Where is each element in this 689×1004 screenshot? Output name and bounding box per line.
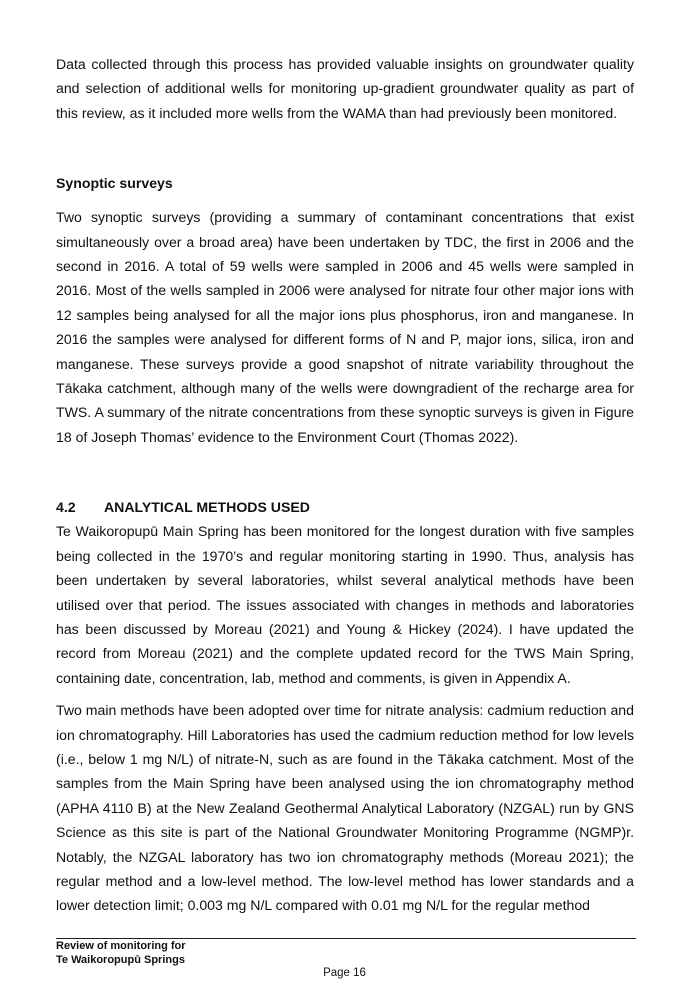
footer-document-title-line-2: Te Waikoropupū Springs <box>56 954 185 966</box>
section-title: ANALYTICAL METHODS USED <box>104 499 310 516</box>
synoptic-surveys-paragraph: Two synoptic surveys (providing a summary of contaminant concentrations that exist simultaneously over a broad area) have been undertaken by TDC, the first in 2006 and the second in 2016. A total of 59 wells were sampled in 2006 and 45 wells were sampled in 2016. Most of the wells sampled in 2006 were analysed for nitrate four other major ions with 12 samples being analysed for all the major ions plus phosphorus, iron and manganese. In 2016 the samples were analysed for different forms of N and P, major ions, silica, iron and manganese. These surveys provide a good snapshot of nitrate variability throughout the Tākaka catchment, although many of the wells were downgradient of the recharge area for TWS. A summary of the nitrate concentrations from these synoptic surveys is given in Figure 18 of Joseph Thomas’ evidence to the Environment Court (Thomas 2022). <box>56 209 634 445</box>
section-heading <box>56 495 634 519</box>
synoptic-surveys-heading: Synoptic surveys <box>56 175 173 192</box>
document-body <box>56 52 634 918</box>
methods-paragraph-1: Te Waikoropupū Main Spring has been monitored for the longest duration with five samples being collected in the 1970’s and regular monitoring starting in 1990. Thus, analysis has been undertaken by several laboratories, whilst several analytical methods have been utilised over that period. The issues associated with changes in methods and laboratories has been discussed by Moreau (2021) and Young & Hickey (2024). I have updated the record from Moreau (2021) and the complete updated record for the TWS Main Spring, containing date, concentration, lab, method and comments, is given in Appendix A. <box>56 523 634 686</box>
section-number: 4.2 <box>56 499 76 516</box>
methods-paragraph-2: Two main methods have been adopted over time for nitrate analysis: cadmium reduction and ion chromatography. Hill Laboratories has used the cadmium reduction method for low levels (i.e., below 1 mg N/L) of nitrate-N, such as are found in the Tākaka catchment. Most of the samples from the Main Spring have been analysed using the ion chromatography method (APHA 4110 B) at the New Zealand Geothermal Analytical Laboratory (NZGAL) run by GNS Science as this site is part of the National Groundwater Monitoring Programme (NGMP)r. Notably, the NZGAL laboratory has two ion chromatography methods (Moreau 2021); the regular method and a low-level method. The low-level method has lower standards and a lower detection limit; 0.003 mg N/L compared with 0.01 mg N/L for the regular method <box>56 702 634 914</box>
footer-document-title-line-1: Review of monitoring for <box>56 940 186 952</box>
page-footer <box>56 938 636 967</box>
intro-paragraph: Data collected through this process has provided valuable insights on groundwater quality and selection of additional wells for monitoring up-gradient groundwater quality as part of this review, as it included more wells from the WAMA than had previously been monitored. <box>56 56 634 121</box>
page-number: Page 16 <box>323 967 366 979</box>
